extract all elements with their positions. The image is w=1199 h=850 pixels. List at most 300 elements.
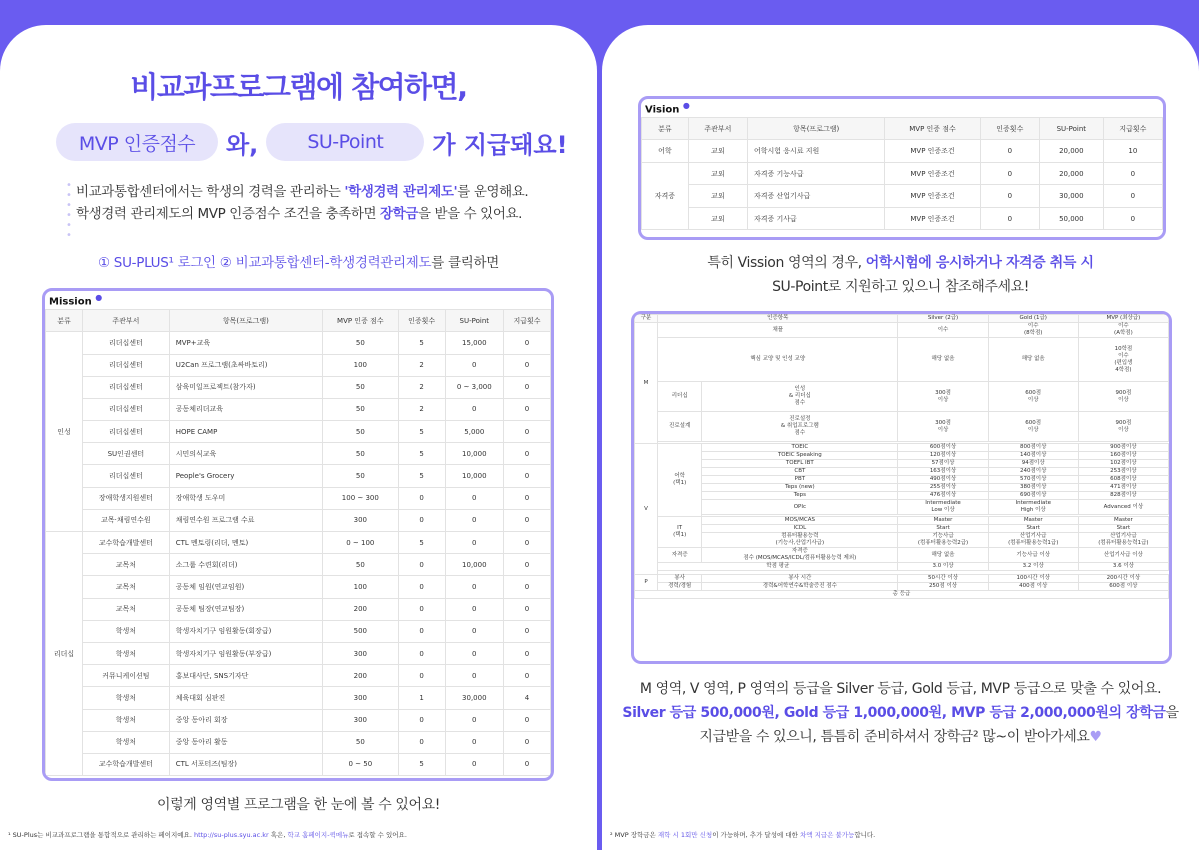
table-cell: 300 [323,642,399,664]
mission-header-cell: 항목(프로그램) [169,310,322,332]
grade-cell: 900점 이상 [1078,412,1168,442]
grade-cell: 255점이상 [898,484,988,492]
table-cell: 50 [323,332,399,354]
grade-cell: PBT [702,476,898,484]
table-cell: 10 [1103,140,1162,163]
vision-header-cell: 인증횟수 [980,118,1039,140]
grade-cell: Start [988,525,1078,533]
table-cell: 50 [323,554,399,576]
table-cell: 300 [323,687,399,709]
mission-header-cell: 주관부서 [83,310,170,332]
table-row [46,576,551,598]
grade-cell: 산업기사급 (컴퓨터활용능력1급) [988,533,1078,548]
foot-c: 로 접속할 수 있어요. [348,831,407,839]
right-footnote [610,830,875,839]
table-cell: 100 [323,576,399,598]
grade-cell: 600점이상 [898,444,988,452]
table-row [46,665,551,687]
su-plus-link[interactable]: http://su-plus.syu.ac.kr [193,831,269,839]
mission-header-cell: 인증횟수 [398,310,445,332]
grade-cell: 어학 (택1) [658,444,702,517]
table-cell: 0 [445,509,503,531]
grade-cell: 160점이상 [1078,452,1168,460]
table-cell: 홍보대사단, SNS기자단 [169,665,322,687]
mission-header-row [46,310,551,332]
grade-cell: TOEIC Speaking [702,452,898,460]
grade-cell: 이수 (8학점) [988,323,1078,338]
grade-table-body [635,323,1169,599]
mvp-score-pill: MVP 인증점수 [56,123,218,161]
grade-cell: 94점이상 [988,460,1078,468]
table-cell: 100 [323,354,399,376]
table-cell: 공동체 임원(연교임원) [169,576,322,598]
mission-table-card [42,288,554,781]
cap2-c: 지급받을 수 있으니, 틈틈히 준비하셔서 장학금² 많~이 받아가세요 [699,729,1090,745]
table-cell: 0 [503,532,550,554]
table-cell: 0 [398,731,445,753]
grade-cell: 600점 이상 [1078,583,1168,591]
cap1-highlight: 어학시험에 응시하거나 자격증 취득 시 [865,255,1094,271]
table-cell: 교외 [688,162,747,185]
grade-table-card [631,311,1172,664]
table-row [46,620,551,642]
grade-cell: 리더십 [658,382,702,412]
foot-b: 혹은, [268,831,288,839]
table-cell: 교목처 [83,576,170,598]
table-cell: 0 ~ 3,000 [445,376,503,398]
table-cell: HOPE CAMP [169,421,322,443]
table-cell: 30,000 [1039,185,1103,208]
grade-cell: 산업기사급 (컴퓨터활용능력1급) [1078,533,1168,548]
table-cell: 자격증 기사급 [748,207,885,230]
table-cell: 교외 [688,140,747,163]
table-cell: 50 [323,376,399,398]
category-cell: 리더십 [46,532,83,776]
table-cell: CTL 서포터즈(팀장) [169,753,322,775]
table-row [46,709,551,731]
mission-table [45,309,551,776]
table-row [46,376,551,398]
table-row [46,509,551,531]
table-cell: 0 [445,598,503,620]
table-cell: 0 [398,509,445,531]
table-cell: 0 [980,140,1039,163]
vision-title-text: Vision [645,104,680,116]
table-cell: 학생처 [83,642,170,664]
table-cell: 0 [503,465,550,487]
foot-b: 이 가능하며, 추가 달성에 대한 [712,831,800,839]
table-cell: 0 [445,642,503,664]
grade-cell: 250점 이상 [898,583,988,591]
table-cell: 10,000 [445,443,503,465]
table-row [642,140,1163,163]
mission-header-cell: SU-Point [445,310,503,332]
table-cell: 교수학습개발센터 [83,532,170,554]
table-cell: 0 [398,598,445,620]
table-row [46,532,551,554]
table-cell: 학생처 [83,687,170,709]
table-cell: 50 [323,465,399,487]
mission-title [45,291,551,309]
grade-cell: 608점이상 [1078,476,1168,484]
vision-table [641,117,1163,230]
foot-highlight-1: 재학 시 1회만 신청 [657,831,713,839]
table-row [46,687,551,709]
table-cell: 0 [980,207,1039,230]
table-cell: 2 [398,398,445,420]
table-cell: 리더십센터 [83,421,170,443]
table-cell: 학생처 [83,731,170,753]
grade-caption [602,677,1199,749]
table-cell: 학생자치기구 임원활동(부장급) [169,642,322,664]
grade-cell: Master [898,517,988,525]
grade-cell: 인성 & 리더십 점수 [702,382,898,412]
table-cell: 0 [503,487,550,509]
table-cell: 10,000 [445,465,503,487]
grade-cell: 490점이상 [898,476,988,484]
table-cell: 100 ~ 300 [323,487,399,509]
vision-header-cell: MVP 인증 점수 [885,118,980,140]
grade-cell: 476점이상 [898,492,988,500]
su-point-pill: SU-Point [266,123,424,161]
table-cell: 0 ~ 50 [323,753,399,775]
table-row [642,185,1163,208]
table-row [46,465,551,487]
foot-highlight-2: 차액 지급은 불가능 [799,831,855,839]
vision-header-cell: 주관부서 [688,118,747,140]
mission-title-text: Mission [49,296,92,308]
table-cell: 공동체리더교육 [169,398,322,420]
table-cell: 0 [503,332,550,354]
table-cell: 300 [323,709,399,731]
table-cell: 2 [398,354,445,376]
table-cell: 0 [503,642,550,664]
grade-cell: 기능사급 이상 [988,548,1078,563]
grade-cell: 10학점 이수 (편입생 4학점) [1078,338,1168,382]
intro-text [76,181,556,225]
table-cell: 중앙 동아리 회장 [169,709,322,731]
table-cell: 50 [323,731,399,753]
step-a: ① SU-PLUS¹ 로그인 ② 비교과통합센터-학생경력관리제도 [98,255,432,271]
grade-cell: 400점 이상 [988,583,1078,591]
grade-cell: 채플 [658,323,898,338]
grade-cell: 핵심 교양 및 인성 교양 [658,338,898,382]
table-cell: 0 [445,532,503,554]
table-cell: 0 [1103,185,1162,208]
table-cell: 0 [398,576,445,598]
table-cell: 0 [445,731,503,753]
table-cell: 학생처 [83,709,170,731]
table-cell: 0 [445,709,503,731]
table-cell: 삼육미일프로젝트(참가자) [169,376,322,398]
grade-cell: TOEIC [702,444,898,452]
table-cell: 교목처 [83,598,170,620]
table-cell: 200 [323,598,399,620]
join-text-2: 가 지급돼요! [432,130,568,159]
table-row [46,554,551,576]
table-cell: 학생처 [83,620,170,642]
grade-cell: ICDL [702,525,898,533]
grade-cell: 57점이상 [898,460,988,468]
table-row [46,354,551,376]
table-row [46,332,551,354]
mission-header-cell: 지급횟수 [503,310,550,332]
vision-table-body [642,140,1163,230]
grade-cell: 570점이상 [988,476,1078,484]
vision-header-cell: SU-Point [1039,118,1103,140]
table-cell: 어학시험 응시료 지원 [748,140,885,163]
table-cell: 소그룹 수련회(리더) [169,554,322,576]
vision-header-cell: 지급횟수 [1103,118,1162,140]
grade-cell: 진로설정 & 취업프로그램 점수 [702,412,898,442]
table-cell: 중앙 동아리 활동 [169,731,322,753]
grade-header-row [635,315,1169,323]
cap1-a: 특히 Vission 영역의 경우, [707,255,866,271]
grade-header-cell: MVP (최상급) [1078,315,1168,323]
intro-highlight-1: '학생경력 관리제도' [344,184,458,200]
table-cell: MVP 인증조건 [885,207,980,230]
table-cell: MVP 인증조건 [885,162,980,185]
join-text-1: 와, [226,130,259,159]
grade-header-cell: 인증항목 [658,315,898,323]
grade-cell: 해당 없음 [988,338,1078,382]
table-row [46,598,551,620]
table-cell: 0 ~ 100 [323,532,399,554]
vision-table-card [638,96,1166,240]
table-cell: 리더십센터 [83,354,170,376]
table-cell: 50 [323,421,399,443]
grade-cell: 3.0 이상 [898,563,988,571]
table-cell: 0 [503,509,550,531]
grade-cell: 3.6 이상 [1078,563,1168,571]
table-cell: People's Grocery [169,465,322,487]
table-row [46,398,551,420]
grade-cell: 경력/경험 [658,583,702,591]
table-cell: 10,000 [445,554,503,576]
intro-b: 를 운영해요. [457,184,529,200]
grade-cell: Master [988,517,1078,525]
table-cell: 15,000 [445,332,503,354]
grade-cell: Start [1078,525,1168,533]
title-dot-icon: ● [682,101,690,110]
grade-cell: 3.2 이상 [988,563,1078,571]
grade-cell: 해당 없음 [898,338,988,382]
table-cell: 5 [398,421,445,443]
table-cell: 리더십센터 [83,465,170,487]
page-title: 비교과프로그램에 참여하면, [130,70,467,104]
grade-table [634,314,1169,599]
table-cell: 자격증 산업기사급 [748,185,885,208]
grade-cell: 800점이상 [988,444,1078,452]
table-cell: 50 [323,398,399,420]
table-cell: U2Can 프로그램(초싸바토리) [169,354,322,376]
table-cell: 0 [398,487,445,509]
foot-c: 합니다. [854,831,876,839]
table-cell: 커뮤니케이션팀 [83,665,170,687]
grade-cell: OPIc [702,500,898,515]
grade-cell: 600점 이상 [988,412,1078,442]
cap2-a: M 영역, V 영역, P 영역의 등급을 Silver 등급, Gold 등급, MVP 등급으로 맞출 수 있어요. [639,681,1162,697]
vision-caption [602,251,1199,299]
mission-table-body [46,332,551,776]
table-cell: 학생자치기구 임원활동(회장급) [169,620,322,642]
cap2-highlight: Silver 등급 500,000원, Gold 등급 1,000,000원, MVP 등급 2,000,000원의 장학금 [622,705,1166,721]
table-cell: 체육대회 심판진 [169,687,322,709]
intro-c: 학생경력 관리제도의 MVP 인증점수 조건을 충족하면 [76,206,380,222]
right-panel [602,25,1199,850]
table-cell: 1 [398,687,445,709]
table-cell: 0 [503,753,550,775]
pill-row [56,123,576,161]
table-cell: 50 [323,443,399,465]
table-cell: 5 [398,532,445,554]
table-cell: 0 [445,487,503,509]
table-row [46,421,551,443]
mission-header-cell: MVP 인증 점수 [323,310,399,332]
table-cell: 0 [445,620,503,642]
grade-header-cell: Silver (2급) [898,315,988,323]
table-cell: 0 [503,443,550,465]
grade-cell: M [635,323,658,444]
table-cell: 장애학생 도우미 [169,487,322,509]
vision-title [641,99,1163,117]
grade-cell: 828점이상 [1078,492,1168,500]
table-cell: 5,000 [445,421,503,443]
table-cell: 리더십센터 [83,376,170,398]
table-cell: 0 [445,354,503,376]
table-cell: 0 [398,665,445,687]
table-cell: MVP 인증조건 [885,185,980,208]
grade-cell: 200시간 이상 [1078,575,1168,583]
grade-cell: 140점이상 [988,452,1078,460]
table-cell: 0 [1103,207,1162,230]
vision-header-cell: 항목(프로그램) [748,118,885,140]
grade-cell: 600점 이상 [988,382,1078,412]
grade-cell: MOS/MCAS [702,517,898,525]
table-cell: 0 [980,185,1039,208]
table-cell: SU인권센터 [83,443,170,465]
mission-caption: 이렇게 영역별 프로그램을 한 눈에 볼 수 있어요! [157,797,440,813]
grade-cell: 이수 (A학점) [1078,323,1168,338]
table-cell: MVP 인증조건 [885,140,980,163]
intro-d: 을 받을 수 있어요. [417,206,522,222]
table-cell: 리더십센터 [83,332,170,354]
table-cell: 0 [503,398,550,420]
grade-cell: 240점이상 [988,468,1078,476]
intro-highlight-2: 장학금 [380,206,418,222]
table-cell: 4 [503,687,550,709]
grade-cell: CBT [702,468,898,476]
grade-cell: Intermediate High 이상 [988,500,1078,515]
table-cell: 0 [503,376,550,398]
decorative-dots: • • • • • • [66,180,72,241]
step-b: 를 클릭하면 [431,255,499,271]
grade-cell: P [635,575,658,591]
table-cell: 0 [503,620,550,642]
table-cell: 0 [503,576,550,598]
table-cell: 500 [323,620,399,642]
table-cell: 0 [398,642,445,664]
table-cell: 시민의식교육 [169,443,322,465]
table-cell: 0 [445,576,503,598]
table-row [642,162,1163,185]
grade-cell: 690점이상 [988,492,1078,500]
intro-a: 비교과통합센터에서는 학생의 경력을 관리하는 [76,184,345,200]
left-panel [0,25,597,850]
cap1-b: SU-Point로 지원하고 있으니 참조해주세요! [772,279,1029,295]
grade-cell: Teps [702,492,898,500]
table-cell: 교수학습개발센터 [83,753,170,775]
grade-cell: Advanced 이상 [1078,500,1168,515]
table-cell: 교외 [688,207,747,230]
left-footnote [8,830,407,839]
table-row [46,642,551,664]
grade-cell: 900점이상 [1078,444,1168,452]
grade-cell: 총 등급 [635,591,1169,599]
table-cell: 0 [980,162,1039,185]
table-cell: 2 [398,376,445,398]
table-cell: 5 [398,465,445,487]
grade-cell: 이수 [898,323,988,338]
grade-cell: 471점이상 [1078,484,1168,492]
table-cell: 0 [503,554,550,576]
table-cell: 0 [445,665,503,687]
grade-cell: 120점이상 [898,452,988,460]
table-cell: 20,000 [1039,162,1103,185]
table-row [46,731,551,753]
table-cell: 0 [398,620,445,642]
table-cell: 20,000 [1039,140,1103,163]
table-cell: CTL 멘토링(리더, 멘토) [169,532,322,554]
table-cell: 공동체 팀장(연교팀장) [169,598,322,620]
grade-cell: 진로설계 [658,412,702,442]
grade-cell: 해당 없음 [898,548,988,563]
table-cell: 30,000 [445,687,503,709]
table-cell: 0 [445,753,503,775]
table-cell: 0 [1103,162,1162,185]
grade-cell: 253점이상 [1078,468,1168,476]
foot-a: ² MVP 장학금은 [610,831,658,839]
grade-cell: IT (택1) [658,517,702,548]
step-instructions [0,251,597,271]
table-cell: MVP+교육 [169,332,322,354]
grade-cell: 300점 이상 [898,412,988,442]
table-cell: 0 [398,709,445,731]
table-cell: 채림연수원 프로그램 수료 [169,509,322,531]
table-cell: 0 [503,598,550,620]
grade-cell: V [635,444,658,575]
table-cell: 교목처 [83,554,170,576]
grade-cell: 학점 평균 [658,563,898,571]
table-cell: 5 [398,332,445,354]
grade-cell: 380점이상 [988,484,1078,492]
category-cell: 자격증 [642,162,689,230]
grade-cell: 봉사 [658,575,702,583]
grade-cell: Master [1078,517,1168,525]
table-row [46,443,551,465]
table-cell: 0 [503,709,550,731]
table-cell: 5 [398,443,445,465]
grade-cell: 300점 이상 [898,382,988,412]
table-cell: 0 [503,731,550,753]
foot-a: ¹ SU-Plus는 비교과프로그램을 통합적으로 관리하는 페이지예요. [8,831,194,839]
table-cell: 리더십센터 [83,398,170,420]
table-cell: 0 [503,354,550,376]
table-cell: 0 [398,554,445,576]
grade-header-cell: 구분 [635,315,658,323]
mission-header-cell: 분류 [46,310,83,332]
grade-cell: 50시간 이상 [898,575,988,583]
